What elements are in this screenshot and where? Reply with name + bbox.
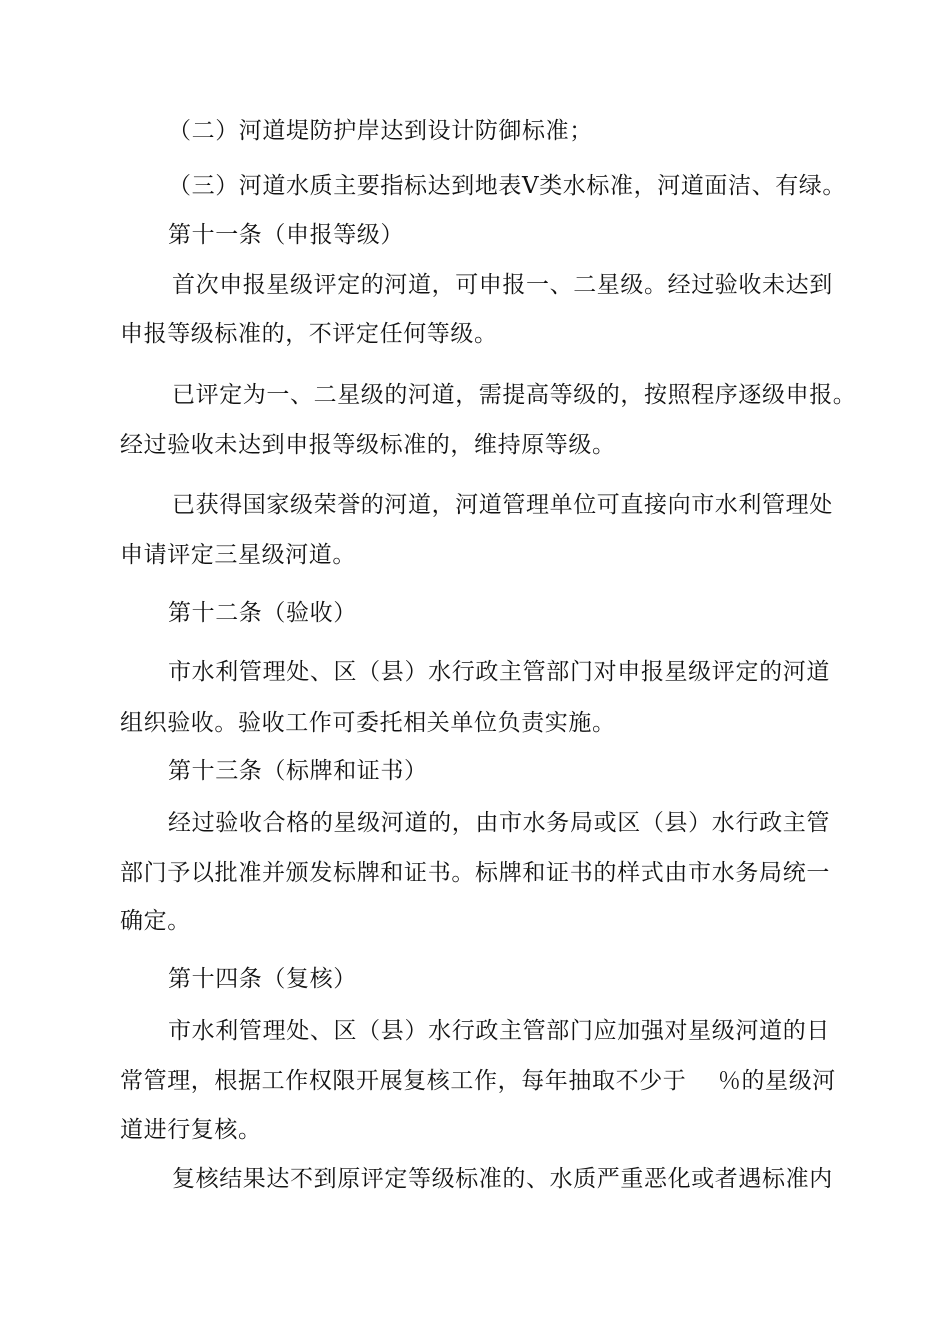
paragraph-line: 市水利管理处、区（县）水行政主管部门对申报星级评定的河道: [168, 659, 830, 685]
paragraph-line: 确定。: [120, 908, 191, 934]
paragraph-line: 经过验收未达到申报等级标准的，维持原等级。: [120, 432, 616, 458]
paragraph-line: （二）河道堤防护岸达到设计防御标准；: [168, 118, 593, 144]
paragraph-line: 复核结果达不到原评定等级标准的、水质严重恶化或者遇标准内: [172, 1166, 833, 1192]
paragraph-line: 道进行复核。: [120, 1117, 262, 1143]
paragraph-line: （三）河道水质主要指标达到地表Ⅴ类水标准，河道面洁、有绿。: [168, 173, 847, 199]
article-heading: 第十二条（验收）: [168, 600, 357, 626]
paragraph-line: 市水利管理处、区（县）水行政主管部门应加强对星级河道的日: [168, 1018, 830, 1044]
paragraph-line: 首次申报星级评定的河道，可申报一、二星级。经过验收未达到: [172, 272, 833, 298]
paragraph-line: 已获得国家级荣誉的河道，河道管理单位可直接向市水利管理处: [172, 492, 833, 518]
paragraph-line: 已评定为一、二星级的河道，需提高等级的，按照程序逐级申报。: [172, 382, 857, 408]
article-heading: 第十一条（申报等级）: [168, 222, 404, 248]
paragraph-line: 经过验收合格的星级河道的，由市水务局或区（县）水行政主管: [168, 810, 830, 836]
article-heading: 第十四条（复核）: [168, 966, 357, 992]
paragraph-line: 申请评定三星级河道。: [120, 542, 356, 568]
paragraph-line: 申报等级标准的，不评定任何等级。: [120, 321, 498, 347]
paragraph-line: 部门予以批准并颁发标牌和证书。标牌和证书的样式由市水务局统一: [120, 860, 830, 886]
paragraph-line: 常管理，根据工作权限开展复核工作，每年抽取不少于 ％的星级河: [120, 1068, 836, 1094]
paragraph-line: 组织验收。验收工作可委托相关单位负责实施。: [120, 710, 616, 736]
article-heading: 第十三条（标牌和证书）: [168, 758, 428, 784]
